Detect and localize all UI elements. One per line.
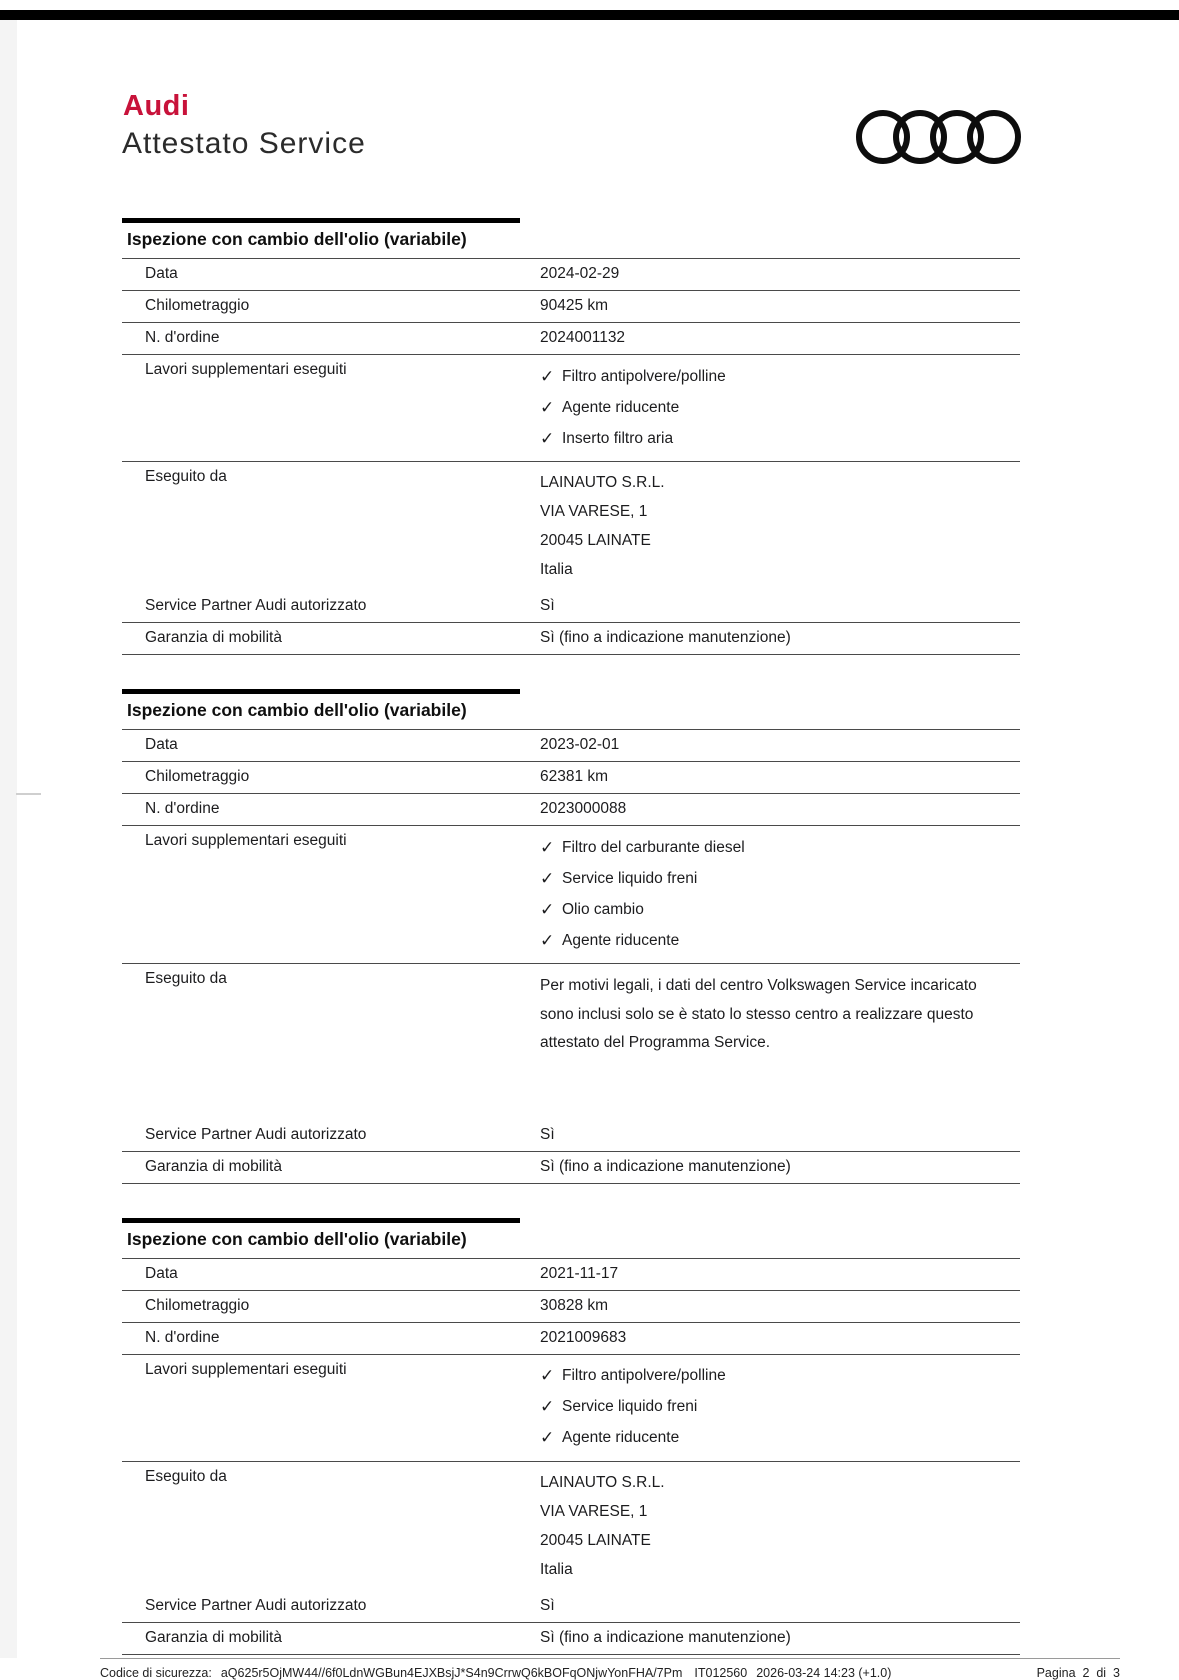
check-item: [540, 925, 1020, 956]
field-row-order-number: [122, 1323, 1020, 1355]
field-value: 2021-11-17: [540, 1264, 619, 1282]
check-icon: ✓: [540, 930, 555, 950]
field-value: 2021009683: [540, 1328, 627, 1346]
check-icon: ✓: [540, 837, 555, 857]
service-record-section-1: [122, 218, 1020, 655]
address-line: Italia: [540, 561, 573, 578]
check-item: [540, 1361, 1020, 1392]
field-row-mileage: [122, 291, 1020, 323]
field-value: 2023000088: [540, 800, 627, 817]
page-title: Attestato Service: [122, 127, 366, 160]
service-records: [122, 218, 1020, 1655]
field-value: Sì (fino a indicazione manutenzione): [540, 629, 791, 646]
field-row-performed-by: [122, 964, 1020, 1120]
field-label: Chilometraggio: [145, 1296, 250, 1314]
field-row-service-partner: [122, 1591, 1020, 1623]
field-row-mileage: [122, 762, 1020, 794]
address-line: 20045 LAINATE: [540, 1531, 651, 1549]
field-label: Lavori supplementari eseguiti: [145, 832, 347, 849]
section-title: Ispezione con cambio dell'olio (variabile): [122, 694, 1020, 730]
check-item: [540, 361, 1020, 392]
audi-rings-icon: [856, 110, 1004, 169]
legal-note: Per motivi legali, i dati del centro Volkswagen Service incaricato sono inclusi solo se è stato lo stesso centro a realizzare questo attestato del Programma Service.: [540, 977, 977, 1051]
security-code-line: [100, 1666, 900, 1680]
field-row-additional-work: [122, 1355, 1020, 1462]
check-item: [540, 832, 1020, 863]
check-icon: ✓: [540, 1366, 555, 1385]
check-icon: ✓: [540, 397, 555, 417]
field-row-mobility-warranty: [122, 1623, 1020, 1655]
check-item: [540, 894, 1020, 925]
address-line: LAINAUTO S.R.L.: [540, 474, 665, 491]
field-row-date: [122, 730, 1020, 762]
check-list: [540, 826, 1020, 963]
field-label: Garanzia di mobilità: [145, 1157, 282, 1175]
footer-timestamp: 2026-03-24 14:23 (+1.0): [756, 1665, 892, 1680]
field-label: Lavori supplementari eseguiti: [145, 361, 347, 378]
field-row-mobility-warranty: [122, 623, 1020, 655]
field-row-order-number: [122, 323, 1020, 355]
security-code-value: aQ625r5OjMW44//6f0LdnWGBun4EJXBsjJ*S4n9CrrwQ6kBOFqONjwYonFHA/7Pm: [220, 1665, 683, 1680]
field-label: Eseguito da: [145, 1467, 227, 1485]
field-label: Service Partner Audi autorizzato: [145, 597, 367, 614]
check-icon: ✓: [540, 899, 555, 919]
section-title: Ispezione con cambio dell'olio (variabile): [122, 1223, 1020, 1259]
field-value: Sì (fino a indicazione manutenzione): [540, 1628, 791, 1646]
document-id: IT012560: [694, 1665, 748, 1680]
field-label: Eseguito da: [145, 970, 227, 987]
field-row-date: [122, 259, 1020, 291]
check-label: Filtro antipolvere/polline: [562, 1367, 726, 1384]
ring-icon: [967, 110, 1021, 164]
check-item: [540, 1392, 1020, 1423]
field-label: Chilometraggio: [145, 768, 250, 785]
field-value: 2024001132: [540, 329, 626, 346]
field-value: Sì: [540, 1596, 555, 1614]
field-value: Sì: [540, 1125, 555, 1143]
address-line: Italia: [540, 1560, 573, 1578]
security-code-label: Codice di sicurezza:: [100, 1665, 212, 1680]
field-label: Eseguito da: [145, 468, 227, 485]
field-row-order-number: [122, 794, 1020, 826]
field-value: 2024-02-29: [540, 265, 620, 282]
field-label: Garanzia di mobilità: [145, 629, 282, 646]
check-label: Filtro del carburante diesel: [562, 838, 745, 856]
address-line: LAINAUTO S.R.L.: [540, 1473, 665, 1491]
field-value: Sì: [540, 597, 555, 614]
section-title: Ispezione con cambio dell'olio (variabile): [122, 223, 1020, 259]
page-left-edge: [0, 20, 17, 1658]
check-item: [540, 423, 1020, 454]
page-number: Pagina 2 di 3: [1036, 1665, 1120, 1680]
field-value: 62381 km: [540, 768, 609, 785]
check-item: [540, 1423, 1020, 1454]
field-value: 2023-02-01: [540, 736, 620, 753]
legal-note-block: [540, 964, 1020, 1120]
field-row-mileage: [122, 1291, 1020, 1323]
field-row-additional-work: [122, 355, 1020, 462]
field-label: N. d'ordine: [145, 329, 220, 346]
field-label: Data: [145, 736, 178, 753]
address-line: VIA VARESE, 1: [540, 1502, 648, 1520]
brand-wordmark: Audi: [123, 90, 190, 122]
check-icon: ✓: [540, 868, 555, 888]
check-icon: ✓: [540, 1397, 555, 1416]
field-label: Garanzia di mobilità: [145, 1628, 282, 1646]
check-icon: ✓: [540, 1428, 555, 1447]
document-footer: [100, 1658, 1120, 1680]
fold-mark: [16, 793, 41, 795]
field-row-performed-by: [122, 462, 1020, 591]
attestato-service-page: [0, 10, 1179, 1680]
check-label: Filtro antipolvere/polline: [562, 367, 726, 385]
field-row-additional-work: [122, 826, 1020, 964]
check-label: Service liquido freni: [562, 1398, 698, 1415]
check-item: [540, 863, 1020, 894]
field-row-date: [122, 1259, 1020, 1291]
check-label: Agente riducente: [562, 398, 680, 416]
document-header: [0, 10, 1179, 218]
field-row-service-partner: [122, 591, 1020, 623]
check-label: Inserto filtro aria: [562, 429, 674, 447]
check-icon: ✓: [540, 428, 555, 448]
field-label: N. d'ordine: [145, 800, 220, 817]
address-line: 20045 LAINATE: [540, 532, 651, 549]
field-row-service-partner: [122, 1120, 1020, 1152]
field-row-mobility-warranty: [122, 1152, 1020, 1184]
field-row-performed-by: [122, 1462, 1020, 1591]
field-label: Service Partner Audi autorizzato: [145, 1125, 367, 1143]
field-value: 90425 km: [540, 297, 609, 314]
field-label: Lavori supplementari eseguiti: [145, 1360, 347, 1378]
check-label: Agente riducente: [562, 1429, 680, 1446]
check-item: [540, 392, 1020, 423]
field-value: Sì (fino a indicazione manutenzione): [540, 1157, 791, 1175]
check-label: Olio cambio: [562, 900, 644, 918]
field-label: Service Partner Audi autorizzato: [145, 1596, 367, 1614]
check-list: [540, 1355, 1020, 1461]
check-label: Agente riducente: [562, 931, 680, 949]
address-block: [540, 1462, 1020, 1591]
check-label: Service liquido freni: [562, 869, 698, 887]
service-record-section-2: [122, 689, 1020, 1184]
field-label: Data: [145, 265, 178, 282]
field-label: Chilometraggio: [145, 297, 250, 314]
address-line: VIA VARESE, 1: [540, 503, 648, 520]
field-label: Data: [145, 1264, 178, 1282]
field-value: 30828 km: [540, 1296, 609, 1314]
check-list: [540, 355, 1020, 461]
field-label: N. d'ordine: [145, 1328, 220, 1346]
service-record-section-3: [122, 1218, 1020, 1655]
address-block: [540, 462, 1020, 591]
check-icon: ✓: [540, 366, 555, 386]
